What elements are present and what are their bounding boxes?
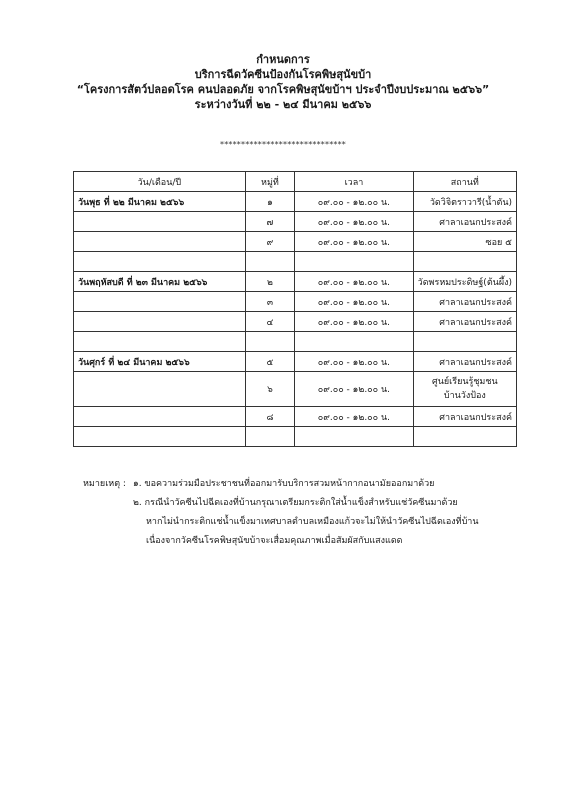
- cell-place: ศาลาเอนกประสงค์: [413, 292, 516, 312]
- cell-day: [74, 312, 246, 332]
- table-row: [74, 352, 517, 372]
- cell-time: ๐๙.๐๐ - ๑๒.๐๐ น.: [295, 352, 413, 372]
- document-header: [0, 52, 566, 112]
- table-row: [74, 272, 517, 292]
- cell-place: [413, 252, 516, 272]
- header-moo: หมู่ที่: [245, 172, 294, 192]
- table-header-row: [74, 172, 517, 192]
- cell-day: [74, 407, 246, 427]
- cell-place-line-1: ศูนย์เรียนรู้ชุมชน: [432, 377, 498, 387]
- cell-moo: ๓: [245, 292, 294, 312]
- cell-moo: [245, 332, 294, 352]
- table-row-empty: [74, 332, 517, 352]
- cell-day: [74, 232, 246, 252]
- cell-moo: ๑: [245, 192, 294, 212]
- cell-day: [74, 332, 246, 352]
- header-line-3: “โครงการสัตว์ปลอดโรค คนปลอดภัย จากโรคพิษสุนัขบ้าฯ ประจำปีงบประมาณ ๒๕๖๖”: [76, 83, 490, 96]
- cell-place: ศาลาเอนกประสงค์: [413, 312, 516, 332]
- cell-time: [295, 252, 413, 272]
- cell-day: [74, 427, 246, 447]
- table-row-empty: [74, 252, 517, 272]
- header-time: เวลา: [295, 172, 413, 192]
- cell-time: ๐๙.๐๐ - ๑๒.๐๐ น.: [295, 292, 413, 312]
- note-item-2-line-3: เนื่องจากวัคซีนโรคพิษสุนัขบ้าจะเสื่อมคุณภาพเมื่อสัมผัสกับแสงแดด: [146, 536, 403, 546]
- cell-moo: ๕: [245, 352, 294, 372]
- cell-time: ๐๙.๐๐ - ๑๒.๐๐ น.: [295, 372, 413, 407]
- note-row-1: [83, 475, 479, 494]
- cell-day: [74, 252, 246, 272]
- cell-time: [295, 332, 413, 352]
- cell-day: วันศุกร์ ที่ ๒๔ มีนาคม ๒๕๖๖: [74, 352, 246, 372]
- cell-moo: ๒: [245, 272, 294, 292]
- cell-place-line-2: บ้านวังป้อง: [443, 391, 486, 401]
- cell-place: [413, 332, 516, 352]
- cell-place: ศาลาเอนกประสงค์: [413, 352, 516, 372]
- header-line-1: กำหนดการ: [256, 53, 310, 66]
- header-line-4: ระหว่างวันที่ ๒๒ - ๒๔ มีนาคม ๒๕๖๖: [194, 98, 372, 111]
- cell-place: วัดวิจิตราวารี(น้ำตัน): [413, 192, 516, 212]
- header-date: วัน/เดือน/ปี: [74, 172, 246, 192]
- cell-day: [74, 372, 246, 407]
- note-item-1: ๑. ขอความร่วมมือประชาชนที่ออกมารับบริการสวมหน้ากากอนามัยออกมาด้วย: [133, 479, 435, 489]
- cell-moo: ๘: [245, 407, 294, 427]
- cell-place: วัดพรหมประดิษฐ์(ต้นผึ้ง): [413, 272, 516, 292]
- cell-moo: ๗: [245, 212, 294, 232]
- note-item-2-line-2: หากไม่นำกระติกแช่น้ำแข็งมาเทศบาลตำบลเหมืองแก้วจะไม่ให้นำวัคซีนไปฉีดเองที่บ้าน: [146, 517, 479, 527]
- separator: ******************************: [220, 140, 346, 149]
- cell-moo: ๖: [245, 372, 294, 407]
- cell-moo: ๔: [245, 312, 294, 332]
- cell-day: [74, 212, 246, 232]
- table-row: [74, 372, 517, 407]
- notes-section: [83, 475, 479, 551]
- cell-time: ๐๙.๐๐ - ๑๒.๐๐ น.: [295, 312, 413, 332]
- table-row: [74, 212, 517, 232]
- cell-place: [413, 372, 516, 407]
- table-row: [74, 232, 517, 252]
- cell-day: วันพุธ ที่ ๒๒ มีนาคม ๒๕๖๖: [74, 192, 246, 212]
- cell-place: ซอย ๕: [413, 232, 516, 252]
- cell-moo: [245, 427, 294, 447]
- cell-moo: ๙: [245, 232, 294, 252]
- cell-moo: [245, 252, 294, 272]
- cell-time: ๐๙.๐๐ - ๑๒.๐๐ น.: [295, 272, 413, 292]
- table-row: [74, 312, 517, 332]
- header-line-2: บริการฉีดวัคซีนป้องกันโรคพิษสุนัขบ้า: [194, 68, 372, 81]
- notes-label: หมายเหตุ :: [83, 479, 126, 489]
- cell-time: ๐๙.๐๐ - ๑๒.๐๐ น.: [295, 212, 413, 232]
- table-row-empty: [74, 427, 517, 447]
- cell-place: ศาลาเอนกประสงค์: [413, 212, 516, 232]
- cell-time: ๐๙.๐๐ - ๑๒.๐๐ น.: [295, 192, 413, 212]
- cell-day: วันพฤหัสบดี ที่ ๒๓ มีนาคม ๒๕๖๖: [74, 272, 246, 292]
- cell-day: [74, 292, 246, 312]
- table-row: [74, 292, 517, 312]
- cell-time: ๐๙.๐๐ - ๑๒.๐๐ น.: [295, 407, 413, 427]
- cell-place: [413, 427, 516, 447]
- cell-time: [295, 427, 413, 447]
- table-row: [74, 192, 517, 212]
- table-row: [74, 407, 517, 427]
- header-place: สถานที่: [413, 172, 516, 192]
- note-item-2-line-1: ๒. กรณีนำวัคซีนไปฉีดเองที่บ้านกรุณาเตรียมกระติกใส่น้ำแข็งสำหรับแช่วัคซีนมาด้วย: [133, 498, 458, 508]
- schedule-table: [73, 171, 517, 447]
- cell-place: ศาลาเอนกประสงค์: [413, 407, 516, 427]
- cell-time: ๐๙.๐๐ - ๑๒.๐๐ น.: [295, 232, 413, 252]
